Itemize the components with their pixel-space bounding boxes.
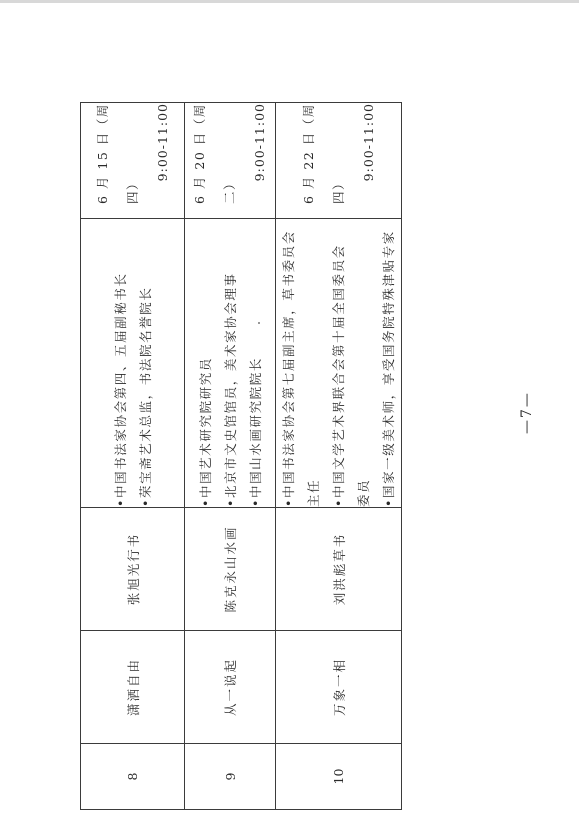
lecture-title: 从一说起 (185, 631, 276, 744)
row-number: 8 (81, 744, 185, 810)
page-top-edge (0, 0, 579, 3)
lecture-title: 潇洒自由 (81, 631, 185, 744)
schedule-date: 6 月 20 日（周二） (192, 103, 237, 204)
table-row (276, 103, 402, 810)
schedule-time (185, 103, 276, 219)
row-number: 9 (185, 744, 276, 810)
rotated-table-container (80, 103, 396, 810)
lecturer-bio (81, 219, 185, 508)
schedule-hours: 9:00-11:00 (360, 103, 376, 182)
table-row (185, 103, 276, 810)
row-number: 10 (276, 744, 402, 810)
bio-line: •中国书法家协会第四、五届副秘书长 (112, 272, 128, 507)
bio-line: 委员 (356, 478, 371, 507)
bio-line: •中国文学艺术界联合会第十届全国委员会 (331, 244, 346, 507)
bio-line: •中国艺术研究院研究员 (197, 357, 213, 507)
page-number-box (519, 391, 549, 438)
bio-line: •中国山水画研究院院长 (247, 357, 263, 507)
bio-line: •中国书法家协会第七届副主席，草书委员会 (281, 230, 296, 507)
bio-line: •国家一级美术师，享受国务院特殊津贴专家 (381, 230, 396, 507)
lecturer-work: 刘洪彪草书 (276, 508, 402, 631)
schedule-hours: 9:00-11:00 (252, 103, 267, 182)
lecture-title: 万象一相 (276, 631, 402, 744)
schedule-time (276, 103, 402, 219)
schedule-date: 6 月 22 日（周四） (300, 103, 346, 204)
page-number: —7— (519, 391, 535, 434)
lecturer-bio (185, 219, 276, 508)
schedule-date: 6 月 15 日（周四） (94, 103, 140, 204)
lecturer-work: 张旭光行书 (81, 508, 185, 631)
schedule-time (81, 103, 185, 219)
bio-line: •荣宝斋艺术总监，书法院名誉院长 (137, 286, 153, 507)
schedule-hours: 9:00-11:00 (154, 103, 170, 182)
bio-line: •北京市文史馆馆员，美术家协会理事 (222, 272, 238, 507)
lecturer-work: 陈克永山水画 (185, 508, 276, 631)
bio-line: 主任 (306, 478, 321, 507)
schedule-table (80, 102, 402, 810)
table-row (81, 103, 185, 810)
lecturer-bio (276, 219, 402, 508)
